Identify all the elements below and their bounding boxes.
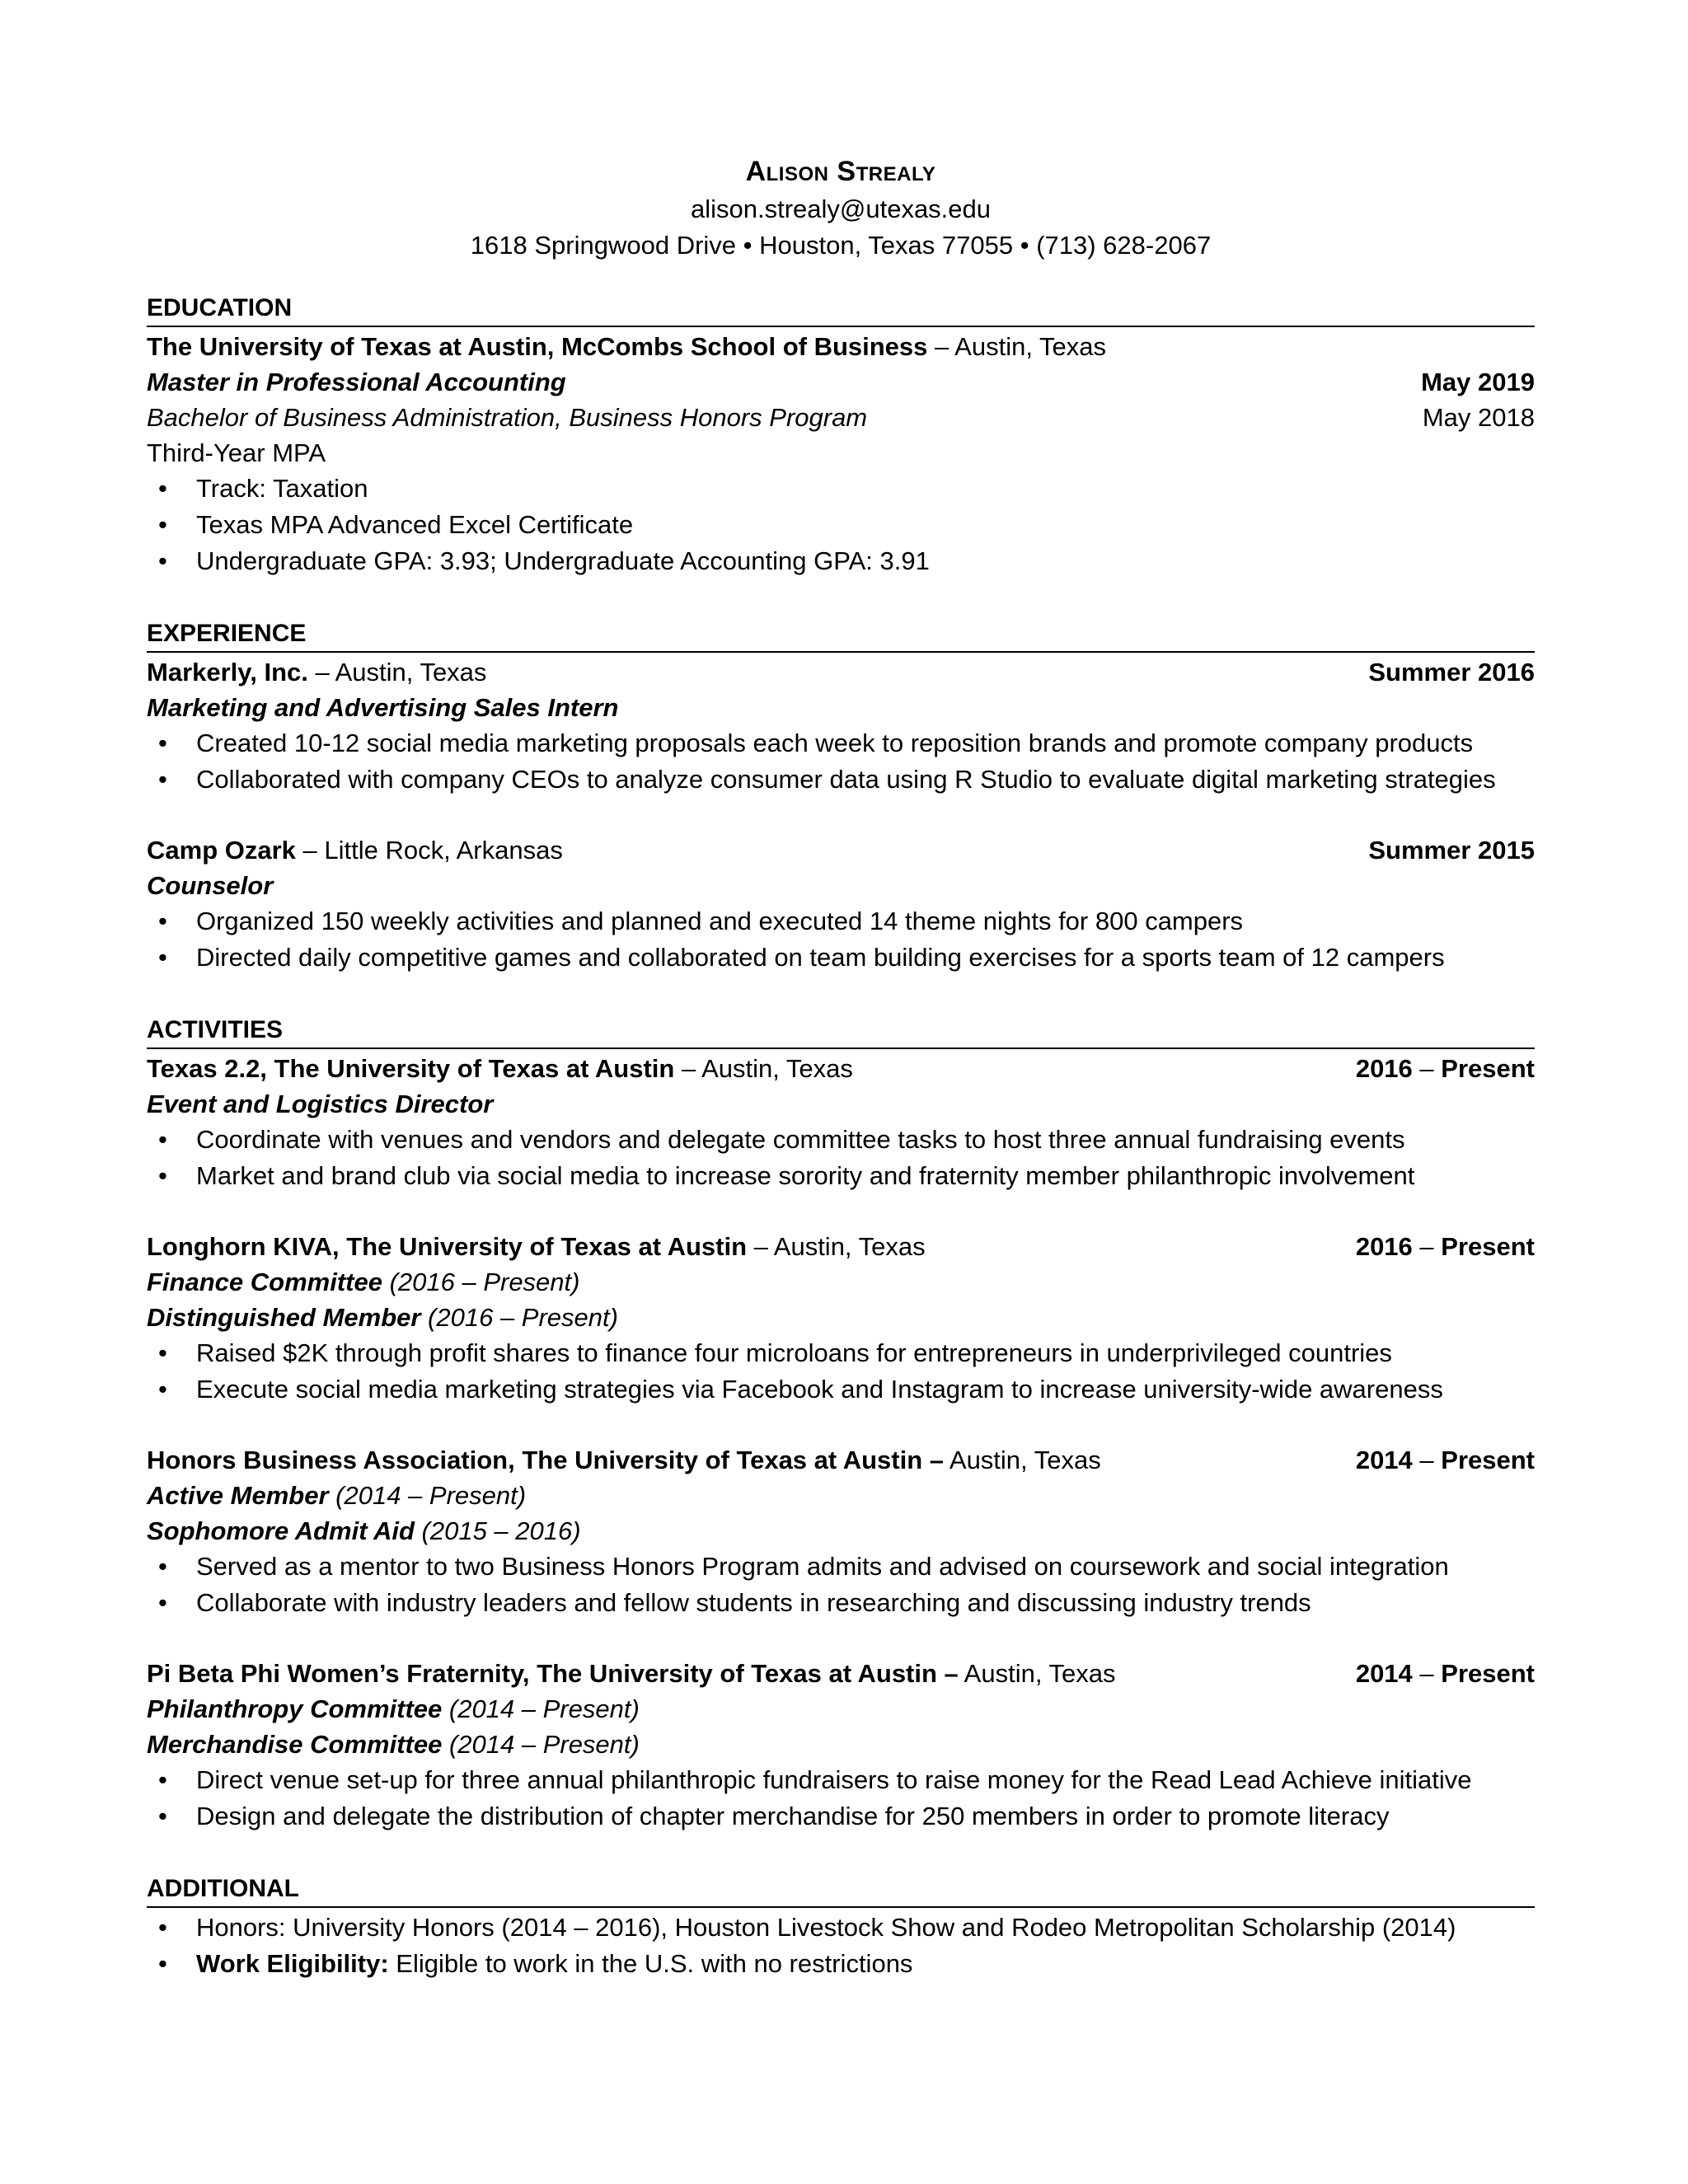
list-item: • Direct venue set-up for three annual philanthropic fundraisers to raise money for the Read Lead Achieve initiative (147, 1762, 1535, 1798)
section-heading: ADDITIONAL (147, 1872, 1535, 1908)
additional-section (147, 1872, 1535, 1982)
degree-title: Bachelor of Business Administration, Business Honors Program (147, 403, 868, 432)
school-name: The University of Texas at Austin, McCombs School of Business (147, 332, 928, 361)
section-heading: EDUCATION (147, 292, 1535, 327)
role-title: Active Member (147, 1481, 329, 1510)
street-address: 1618 Springwood Drive (470, 231, 737, 260)
degree-row (147, 400, 1535, 435)
entry-header (147, 1229, 1535, 1264)
date-dash: – (1412, 1232, 1442, 1261)
activity-entry (147, 1051, 1535, 1194)
list-item: • Market and brand club via social media to increase sorority and fraternity member philanthropic involvement (147, 1158, 1535, 1194)
resume-header (147, 152, 1535, 264)
phone-number: (713) 628-2067 (1036, 231, 1212, 260)
activities-section (147, 1014, 1535, 1835)
organization-name: Pi Beta Phi Women’s Fraternity, The University of Texas at Austin – (147, 1659, 959, 1688)
separator-bullet: • (743, 231, 753, 260)
list-item: • Execute social media marketing strategies via Facebook and Instagram to increase university-wide awareness (147, 1371, 1535, 1408)
organization-name: Texas 2.2, The University of Texas at Austin (147, 1054, 675, 1083)
entry-date (1356, 1656, 1535, 1691)
role-title: Sophomore Admit Aid (147, 1516, 415, 1545)
entry-bullets (147, 1762, 1535, 1835)
entry-header (147, 1442, 1535, 1478)
role-line (147, 1264, 1535, 1300)
date-dash: – (1412, 1054, 1442, 1083)
organization-name: Markerly, Inc. (147, 658, 308, 687)
entry-bullets (147, 1122, 1535, 1194)
experience-entry (147, 832, 1535, 976)
degree-date: May 2018 (1422, 403, 1535, 432)
role-title: Event and Logistics Director (147, 1090, 494, 1118)
activity-entry (147, 1442, 1535, 1621)
role-title: Philanthropy Committee (147, 1694, 443, 1723)
role-line (147, 1300, 1535, 1335)
work-eligibility-label: Work Eligibility: (196, 1949, 389, 1978)
entry-date (1356, 1051, 1535, 1086)
list-item: • Raised $2K through profit shares to finance four microloans for entrepreneurs in underprivileged countries (147, 1335, 1535, 1371)
list-item: • Directed daily competitive games and collaborated on team building exercises for a sports team of 12 campers (147, 940, 1535, 976)
role-line (147, 1513, 1535, 1549)
date-end: Present (1441, 1446, 1535, 1474)
organization-location: – Austin, Texas (674, 1054, 853, 1083)
role-title: Marketing and Advertising Sales Intern (147, 693, 619, 722)
role-dates: (2016 – Present) (420, 1303, 618, 1332)
experience-section (147, 617, 1535, 976)
role-line (147, 1691, 1535, 1727)
list-item: • Served as a mentor to two Business Honors Program admits and advised on coursework and social integration (147, 1549, 1535, 1585)
role-line (147, 1727, 1535, 1762)
additional-bullets (147, 1910, 1535, 1982)
degree-date: May 2019 (1421, 368, 1535, 396)
date-start: 2016 (1355, 1232, 1413, 1261)
role-title: Merchandise Committee (147, 1730, 443, 1759)
separator-bullet: • (1020, 231, 1029, 260)
entry-header (147, 1051, 1535, 1086)
list-item: • Design and delegate the distribution of chapter merchandise for 250 members in order to promote literacy (147, 1798, 1535, 1835)
date-start: 2016 (1355, 1054, 1413, 1083)
list-item: • Collaborate with industry leaders and fellow students in researching and discussing industry trends (147, 1585, 1535, 1621)
section-heading: ACTIVITIES (147, 1014, 1535, 1049)
resume-content (147, 152, 1535, 1982)
list-item: • Undergraduate GPA: 3.93; Undergraduate Accounting GPA: 3.91 (147, 543, 1535, 579)
contact-line (147, 227, 1535, 264)
entry-date (1356, 1229, 1535, 1264)
role-dates: (2015 – 2016) (414, 1516, 581, 1545)
entry-date: Summer 2016 (1368, 658, 1535, 687)
role-dates: (2014 – Present) (442, 1730, 640, 1759)
school-location: – Austin, Texas (927, 332, 1106, 361)
city-state-zip: Houston, Texas 77055 (759, 231, 1014, 260)
program-status: Third-Year MPA (147, 438, 326, 467)
role-line (147, 1478, 1535, 1513)
degree-title: Master in Professional Accounting (147, 368, 566, 396)
date-dash: – (1412, 1659, 1442, 1688)
organization-location: Austin, Texas (958, 1659, 1116, 1688)
entry-header (147, 654, 1535, 690)
organization-name: Camp Ozark (147, 836, 296, 865)
date-end: Present (1441, 1659, 1535, 1688)
list-item: • Texas MPA Advanced Excel Certificate (147, 507, 1535, 543)
organization-location: Austin, Texas (943, 1446, 1101, 1474)
organization-name: Longhorn KIVA, The University of Texas at Austin (147, 1232, 748, 1261)
degree-row (147, 364, 1535, 400)
entry-bullets (147, 903, 1535, 976)
list-item: • Created 10-12 social media marketing proposals each week to reposition brands and promote company products (147, 725, 1535, 762)
section-heading: EXPERIENCE (147, 617, 1535, 653)
honors-item: • Honors: University Honors (2014 – 2016), Houston Livestock Show and Rodeo Metropolitan Scholarship (2014) (147, 1910, 1535, 1946)
entry-bullets (147, 1335, 1535, 1408)
organization-location: – Austin, Texas (307, 658, 487, 687)
work-eligibility-text: Eligible to work in the U.S. with no restrictions (388, 1949, 913, 1978)
list-item: • Track: Taxation (147, 471, 1535, 507)
entry-bullets (147, 725, 1535, 798)
role-dates: (2014 – Present) (442, 1694, 640, 1723)
experience-entry (147, 654, 1535, 798)
role-title: Finance Committee (147, 1268, 382, 1296)
organization-name: Honors Business Association, The University of Texas at Austin – (147, 1446, 944, 1474)
school-line (147, 329, 1535, 364)
role-title: Distinguished Member (147, 1303, 421, 1332)
role-dates: (2014 – Present) (328, 1481, 527, 1510)
date-end: Present (1441, 1054, 1535, 1083)
role-title: Counselor (147, 871, 274, 900)
list-item: • Organized 150 weekly activities and planned and executed 14 theme nights for 800 campers (147, 903, 1535, 940)
candidate-name: Alison Strealy (745, 156, 936, 187)
email-address: alison.strealy@utexas.edu (690, 194, 992, 223)
organization-location: – Austin, Texas (747, 1232, 926, 1261)
entry-date (1356, 1442, 1535, 1478)
role-dates: (2016 – Present) (382, 1268, 580, 1296)
date-start: 2014 (1355, 1659, 1413, 1688)
list-item: • Collaborated with company CEOs to analyze consumer data using R Studio to evaluate digital marketing strategies (147, 762, 1535, 798)
organization-location: – Little Rock, Arkansas (295, 836, 563, 865)
entry-date: Summer 2015 (1368, 836, 1535, 865)
date-end: Present (1441, 1232, 1535, 1261)
activity-entry (147, 1656, 1535, 1835)
education-section (147, 292, 1535, 579)
email-line (147, 191, 1535, 227)
entry-header (147, 1656, 1535, 1691)
entry-header (147, 832, 1535, 868)
activity-entry (147, 1229, 1535, 1408)
date-start: 2014 (1355, 1446, 1413, 1474)
entry-bullets (147, 1549, 1535, 1621)
work-eligibility-item (147, 1946, 1535, 1982)
list-item: • Coordinate with venues and vendors and delegate committee tasks to host three annual fundraising events (147, 1122, 1535, 1158)
education-bullets (147, 471, 1535, 579)
date-dash: – (1412, 1446, 1442, 1474)
